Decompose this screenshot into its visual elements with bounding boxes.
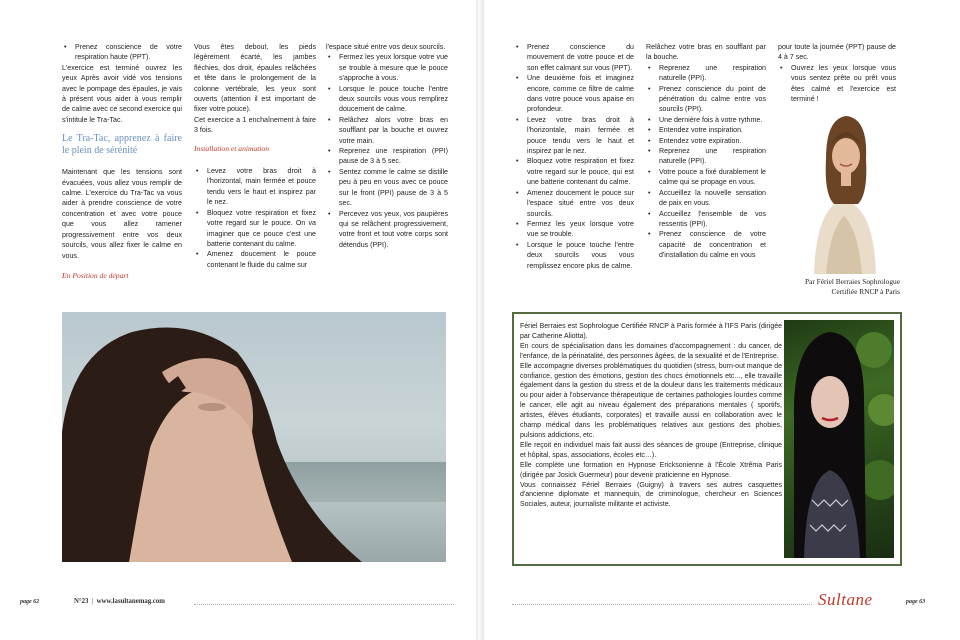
bullet-item: • Relâchez alors votre bras en soufflant par la bouche et ouvrez votre main. bbox=[326, 115, 448, 146]
footer-issue: N°23 | www.lasultanemag.com bbox=[74, 598, 165, 605]
paragraph: pour toute la journée (PPT) pause de 4 à 7 sec. bbox=[778, 43, 896, 62]
bullet-item: • Bloquez votre respiration et fixez votre regard sur le pouce, qui est une batterie contenant du calme. bbox=[514, 156, 634, 187]
bullet-item: • Prenez conscience de votre capacité de concentration et d'installation du calme en vous bbox=[646, 229, 766, 260]
bullet-item: • Reprenez une respiration (PPI) pause de 3 à 5 sec. bbox=[326, 146, 448, 167]
bullet-item: • Percevez vos yeux, vos paupières qui se relâchent progressivement, votre front et tout votre corps sont détendus (PPI). bbox=[326, 209, 448, 251]
author-caption-line: Certifiée RNCP à Paris bbox=[831, 286, 900, 296]
paragraph: L'exercice est terminé ouvrez les yeux Après avoir vidé vos tensions avec le pompage des épaules, je vais à présent vous aider à vous remplir de calme avec ce second exercice qui s'intitule le Tra-Tac. bbox=[62, 63, 182, 124]
bullet-item: • Votre pouce a fixé durablement le calme qui se propage en vous. bbox=[646, 167, 766, 188]
paragraph: Cet exercice a 1 enchaînement à faire 3 fois. bbox=[194, 115, 316, 135]
bullet-item: • Fermez les yeux lorsque votre vue se trouble à mesure que le pouce s'approche à vous. bbox=[326, 52, 448, 83]
right-column-3 bbox=[778, 42, 896, 104]
bullet-item: • Sentez comme le calme se distille peu à peu en vous avec ce pouce sur le front (PPI) pause de 3 à 5 sec. bbox=[326, 167, 448, 209]
bullet-item: • Accueillez l'ensemble de vos ressentis (PPI). bbox=[646, 209, 766, 230]
bullet-item: • Amenez doucement le pouce contenant le fluide du calme sur bbox=[194, 249, 316, 270]
sultane-logo: Sultane bbox=[818, 590, 873, 609]
bullet-item: • Prenez conscience de votre respiration haute (PPT). bbox=[62, 42, 182, 63]
page-footer-left bbox=[20, 598, 39, 605]
bullet-item: • Fermez les yeux lorsque votre vue se trouble. bbox=[514, 219, 634, 240]
bullet-item: • Prenez conscience du mouvement de votre pouce et de son effet calmant sur vous (PPT). bbox=[514, 42, 634, 73]
bullet-item: • Bloquez votre respiration et fixez votre regard sur le pouce. On va imaginer que ce pouce c'est une batterie contenant du calme. bbox=[194, 208, 316, 250]
bullet-item: • Ouvrez les yeux lorsque vous vous sentez prête ou prêt vous êtes calmé et l'exercice est terminé ! bbox=[778, 63, 896, 105]
bullet-item: • Accueillez la nouvelle sensation de paix en vous. bbox=[646, 188, 766, 209]
issue-number: N°23 bbox=[74, 598, 89, 605]
page-number: page 63 bbox=[906, 599, 926, 605]
left-column-2 bbox=[194, 42, 316, 270]
author-caption bbox=[784, 277, 900, 296]
subheading: Installation et animation bbox=[194, 143, 270, 153]
author-caption-line: Par Fériel Berraies Sophrologue bbox=[804, 277, 900, 286]
bio-paragraph: Elle complète une formation en Hypnose Ericksonienne à l'École Xtrêma Paris (dirigée par Josick Guermeur) pour devenir praticienne en Hypnose. bbox=[520, 461, 782, 479]
bullet-item: • Lorsque le pouce touche l'entre deux sourcils vous vous remplirez doucement de calme. bbox=[326, 84, 448, 115]
paragraph: Vous êtes debout, les pieds légèrement écarté, les jambes fléchies, dos droit, épaules relâchées et tête dans le prolongement de la colonne vertébrale, les yeux sont ouverts (attention il est important de fixer votre pouce). bbox=[194, 43, 316, 114]
bullet-item: • Levez votre bras droit à l'horizontal, main fermée et pouce tendu vers le haut et inspirez par le nez. bbox=[194, 166, 316, 208]
subheading: En Position de départ bbox=[62, 270, 129, 280]
bio-paragraph: Fériel Berraies est Sophrologue Certifiée RNCP à Paris formée à l'IFS Paris (dirigée par Catherine Aliotta). bbox=[520, 323, 782, 340]
paragraph: Maintenant que les tensions sont évacuées, vous allez vous remplir de calme. L'exercice du Tra-Tac va vous aider à prendre conscience de votre concentration et avec votre pouce que vous allez ramener progressivement entre vos deux sourcils, vous allez fixer le calme en vous. bbox=[62, 168, 182, 260]
paragraph: Relâchez votre bras en soufflant par la bouche. bbox=[646, 43, 766, 62]
left-page bbox=[0, 0, 476, 640]
bio-paragraph: En cours de spécialisation dans les domaines d'accompagnement : du cancer, de l'enfance, de la périnatalité, des personnes âgées, de la sexualité et de l'Entreprise. bbox=[520, 342, 782, 360]
bullet-item: • Entendez votre inspiration. bbox=[646, 125, 766, 135]
author-bio-box bbox=[512, 312, 902, 566]
bullet-item: • Prenez conscience du point de pénétration du calme entre vos sourcils (PPI). bbox=[646, 84, 766, 115]
bullet-item: • Amenez doucement le pouce sur l'espace situé entre vos deux sourcils. bbox=[514, 188, 634, 219]
relaxed-woman-photo bbox=[62, 312, 446, 562]
bio-paragraph: Elle accompagne diverses problématiques du quotidien (stress, burn-out manque de confiance, gestion des émotions, gestion des chocs émotionnels etc..., elle travaille également dans la gestion du stress et de la douleur dans les traitements médicaux ou pour aider à l'observance thérapeutique de certaines pathologies lourdes comme le cancer, elle agit au niveau également des préparations mentales ( sportifs, artistes, élèves étudiants, corporates) et travaille aussi en collaboration avec le champ médical dans les problématiques relatives aux gestions des phobies, pulsions addictions, etc. bbox=[520, 362, 782, 439]
bio-text bbox=[520, 322, 782, 510]
magazine-url[interactable]: www.lasultanemag.com bbox=[96, 598, 165, 605]
bio-portrait-photo bbox=[784, 320, 894, 558]
left-column-1 bbox=[62, 42, 182, 281]
bullet-item: • Lorsque le pouce touche l'entre deux sourcils vous vous remplissez encore plus de calme. bbox=[514, 240, 634, 271]
bullet-item: • Reprenez une respiration naturelle (PPI). bbox=[646, 63, 766, 84]
footer-divider bbox=[512, 604, 812, 605]
page-footer-right bbox=[906, 598, 925, 605]
bullet-item: • Levez votre bras droit à l'horizontale, main fermée et pouce tendu vers le haut et inspirez par le nez. bbox=[514, 115, 634, 157]
paragraph: l'espace situé entre vos deux sourcils. bbox=[326, 43, 446, 51]
bullet-item: • Une deuxième fois et imaginez encore, comme ce filtre de calme dans votre pouce vous apaise en profondeur. bbox=[514, 73, 634, 115]
right-column-2 bbox=[646, 42, 766, 261]
bio-paragraph: Elle reçoit en individuel mais fait aussi des séances de groupe (Entreprise, clinique et hôpital, spas, associations, écoles etc…). bbox=[520, 441, 782, 459]
bullet-item: • Reprenez une respiration naturelle (PPI). bbox=[646, 146, 766, 167]
author-portrait bbox=[796, 104, 892, 274]
bio-paragraph: Vous connaissez Fériel Berraies (Guigny) à travers ses autres casquettes d'ancienne diplomate et mannequin, de criminologue, chercheur en Sciences Sociales, auteur, journaliste militante et activiste. bbox=[520, 481, 782, 509]
page-gutter bbox=[476, 0, 484, 640]
footer-divider bbox=[194, 604, 454, 605]
right-column-1 bbox=[514, 42, 634, 271]
bullet-item: • Une dernière fois à votre rythme. bbox=[646, 115, 766, 125]
left-column-3 bbox=[326, 42, 448, 250]
section-heading: Le Tra-Tac, apprenez à faire le plein de sérénité bbox=[62, 133, 182, 157]
bullet-item: • Entendez votre expiration. bbox=[646, 136, 766, 146]
page-number: page 62 bbox=[20, 599, 40, 605]
